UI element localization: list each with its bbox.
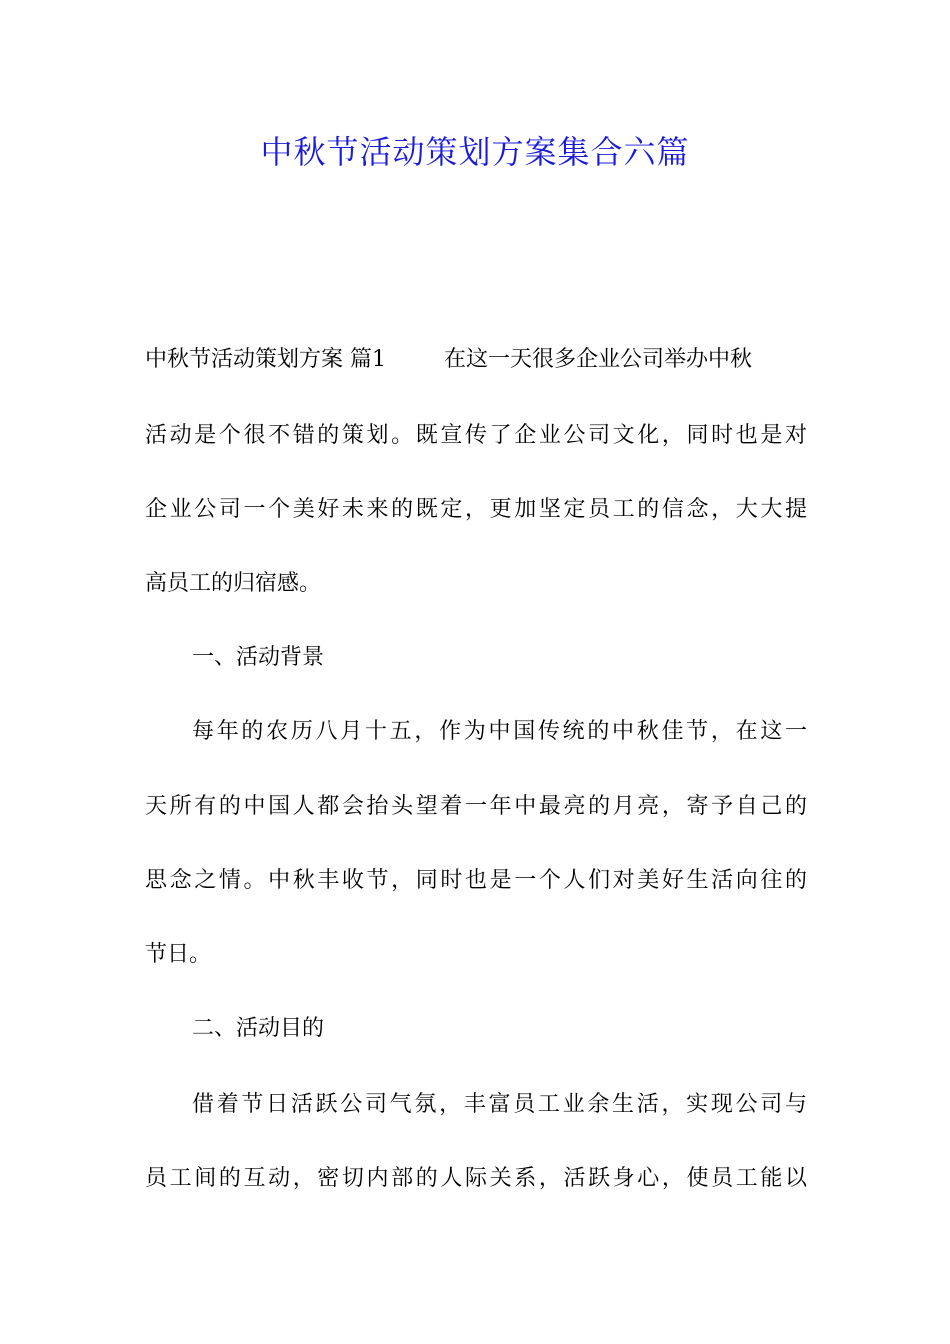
paragraph-line: 节日。 — [145, 942, 212, 967]
document-title: 中秋节活动策划方案集合六篇 — [260, 133, 690, 171]
paragraph-line: 天所有的中国人都会抬头望着一年中最亮的月亮，寄予自己的 — [145, 794, 807, 819]
paragraph-line: 每年的农历八月十五，作为中国传统的中秋佳节，在这一 — [192, 719, 807, 744]
paragraph-text: 在这一天很多企业公司举办中秋 — [444, 347, 753, 372]
paragraph-line: 借着节日活跃公司气氛，丰富员工业余生活，实现公司与 — [192, 1092, 807, 1117]
paragraph-line — [145, 340, 807, 380]
paragraph-line: 企业公司一个美好未来的既定，更加坚定员工的信念，大大提 — [145, 497, 807, 522]
paragraph-line: 高员工的归宿感。 — [145, 571, 322, 596]
paragraph-line: 员工间的互动，密切内部的人际关系，活跃身心，使员工能以 — [145, 1166, 807, 1191]
section-heading: 中秋节活动策划方案 篇1 — [145, 347, 386, 372]
section-heading-purpose: 二、活动目的 — [192, 1016, 325, 1041]
paragraph-line: 思念之情。中秋丰收节，同时也是一个人们对美好生活向往的 — [145, 868, 807, 893]
paragraph-line: 活动是个很不错的策划。既宣传了企业公司文化，同时也是对 — [145, 423, 807, 448]
section-heading-background: 一、活动背景 — [192, 645, 325, 670]
